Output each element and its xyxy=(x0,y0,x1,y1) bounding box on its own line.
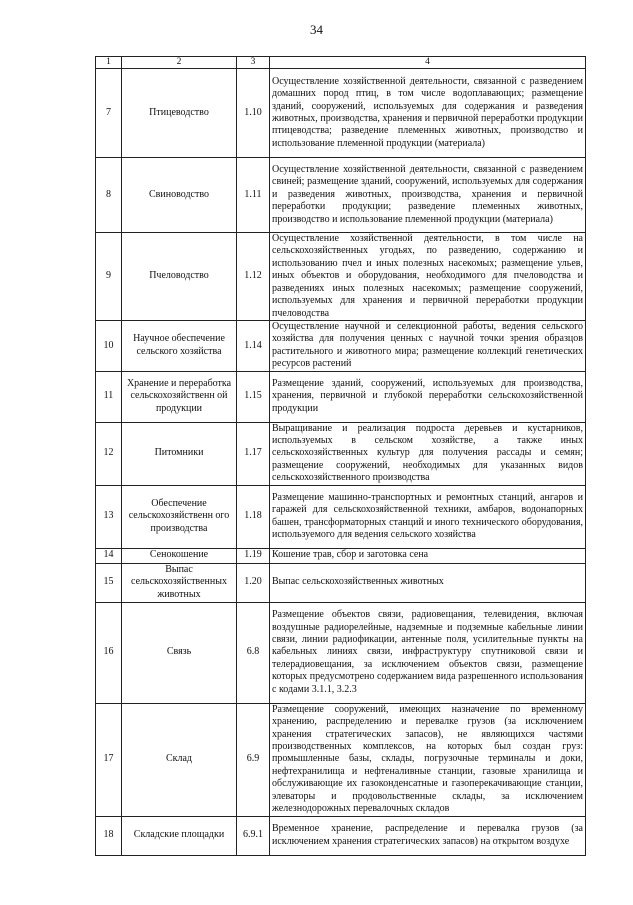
use-type-code: 1.17 xyxy=(237,422,270,485)
use-type-code: 1.15 xyxy=(237,371,270,422)
use-type-description: Выпас сельскохозяйственных животных xyxy=(270,563,586,602)
row-number: 12 xyxy=(96,422,122,485)
land-use-table xyxy=(95,56,586,856)
table-row xyxy=(96,371,586,422)
row-number: 8 xyxy=(96,158,122,233)
header-cell-3: 3 xyxy=(237,57,270,69)
table-row xyxy=(96,485,586,548)
use-type-code: 1.20 xyxy=(237,563,270,602)
use-type-description: Выращивание и реализация подроста деревьев и кустарников, используемых в сельском хозяйстве, а также иных сельскохозяйственных культур для получения рассады и семян; размещение сооружений, необходимых для указанных видов сельскохозяйственного производства xyxy=(270,422,586,485)
use-type-code: 1.19 xyxy=(237,548,270,563)
use-type-name: Обеспечение сельскохозяйственн ого производства xyxy=(122,485,237,548)
row-number: 9 xyxy=(96,233,122,321)
use-type-name: Сенокошение xyxy=(122,548,237,563)
table-row xyxy=(96,69,586,158)
use-type-code: 6.9 xyxy=(237,703,270,816)
use-type-name: Склад xyxy=(122,703,237,816)
table-row xyxy=(96,816,586,855)
table-row xyxy=(96,233,586,321)
header-cell-1: 1 xyxy=(96,57,122,69)
use-type-code: 1.11 xyxy=(237,158,270,233)
table-row xyxy=(96,602,586,703)
use-type-description: Осуществление хозяйственной деятельности, в том числе на сельскохозяйственных угодьях, по разведению, содержанию и использованию пчел и иных полезных насекомых; размещение ульев, иных объектов и оборудования, необходимого для пчеловодства и разведениях иных полезных насекомых; размещение сооружений, используемых для хранения и первичной переработки продукции пчеловодства xyxy=(270,233,586,321)
row-number: 17 xyxy=(96,703,122,816)
use-type-name: Питомники xyxy=(122,422,237,485)
table-row xyxy=(96,703,586,816)
table-row xyxy=(96,158,586,233)
use-type-code: 6.9.1 xyxy=(237,816,270,855)
use-type-description: Размещение машинно-транспортных и ремонтных станций, ангаров и гаражей для сельскохозяйственной техники, амбаров, водонапорных башен, трансформаторных станций и иного технического оборудования, используемого для ведения сельского хозяйства xyxy=(270,485,586,548)
use-type-code: 6.8 xyxy=(237,602,270,703)
use-type-description: Осуществление хозяйственной деятельности, связанной с разведением свиней; размещение зданий, сооружений, используемых для содержания и разведения животных, производства, хранения и первичной переработки продукции; разведение племенных животных, производство и использование племенной продукции (материала) xyxy=(270,158,586,233)
row-number: 14 xyxy=(96,548,122,563)
row-number: 15 xyxy=(96,563,122,602)
use-type-description: Размещение объектов связи, радиовещания, телевидения, включая воздушные радиорелейные, надземные и подземные кабельные линии связи, линии радиофикации, антенные поля, усилительные пункты на кабельных линиях связи, инфраструктуру спутниковой связи и телерадиовещания, за исключением объектов связи, размещение которых предусмотрено содержанием вида разрешенного использования с кодами 3.1.1, 3.2.3 xyxy=(270,602,586,703)
use-type-code: 1.18 xyxy=(237,485,270,548)
use-type-description: Размещение сооружений, имеющих назначение по временному хранению, распределению и перевалке грузов (за исключением хранения стратегических запасов), не являющихся частями производственных комплексов, на которых был создан груз: промышленные базы, склады, погрузочные терминалы и доки, нефтехранилища и нефтеналивные станции, газовые хранилища и обслуживающие их газоконденсатные и газоперекачивающие станции, элеваторы и продовольственные склады, за исключением железнодорожных перевалочных складов xyxy=(270,703,586,816)
use-type-description: Осуществление хозяйственной деятельности, связанной с разведением домашних пород птиц, в том числе водоплавающих; размещение зданий, сооружений, используемых для содержания и разведения животных, производства, хранения и первичной переработки продукции птицеводства; разведение племенных животных, производство и использование племенной продукции (материала) xyxy=(270,69,586,158)
table-row xyxy=(96,563,586,602)
use-type-description: Осуществление научной и селекционной работы, ведения сельского хозяйства для получения ценных с научной точки зрения образцов растительного и животного мира; размещение коллекций генетических ресурсов растений xyxy=(270,321,586,372)
table-header-row xyxy=(96,57,586,69)
use-type-name: Научное обеспечение сельского хозяйства xyxy=(122,321,237,372)
row-number: 18 xyxy=(96,816,122,855)
use-type-code: 1.10 xyxy=(237,69,270,158)
row-number: 16 xyxy=(96,602,122,703)
use-type-name: Птицеводство xyxy=(122,69,237,158)
use-type-name: Хранение и переработка сельскохозяйственн ой продукции xyxy=(122,371,237,422)
use-type-name: Пчеловодство xyxy=(122,233,237,321)
page-number: 34 xyxy=(310,22,323,37)
table-row xyxy=(96,321,586,372)
use-type-name: Выпас сельскохозяйственных животных xyxy=(122,563,237,602)
use-type-name: Свиноводство xyxy=(122,158,237,233)
use-type-code: 1.12 xyxy=(237,233,270,321)
use-type-description: Временное хранение, распределение и перевалка грузов (за исключением хранения стратегических запасов) на открытом воздухе xyxy=(270,816,586,855)
table-row xyxy=(96,548,586,563)
row-number: 10 xyxy=(96,321,122,372)
use-type-code: 1.14 xyxy=(237,321,270,372)
row-number: 7 xyxy=(96,69,122,158)
use-type-name: Связь xyxy=(122,602,237,703)
row-number: 13 xyxy=(96,485,122,548)
header-cell-2: 2 xyxy=(122,57,237,69)
use-type-description: Кошение трав, сбор и заготовка сена xyxy=(270,548,586,563)
use-type-description: Размещение зданий, сооружений, используемых для производства, хранения, первичной и глубокой переработки сельскохозяйственной продукции xyxy=(270,371,586,422)
header-cell-4: 4 xyxy=(270,57,586,69)
use-type-name: Складские площадки xyxy=(122,816,237,855)
table-row xyxy=(96,422,586,485)
row-number: 11 xyxy=(96,371,122,422)
